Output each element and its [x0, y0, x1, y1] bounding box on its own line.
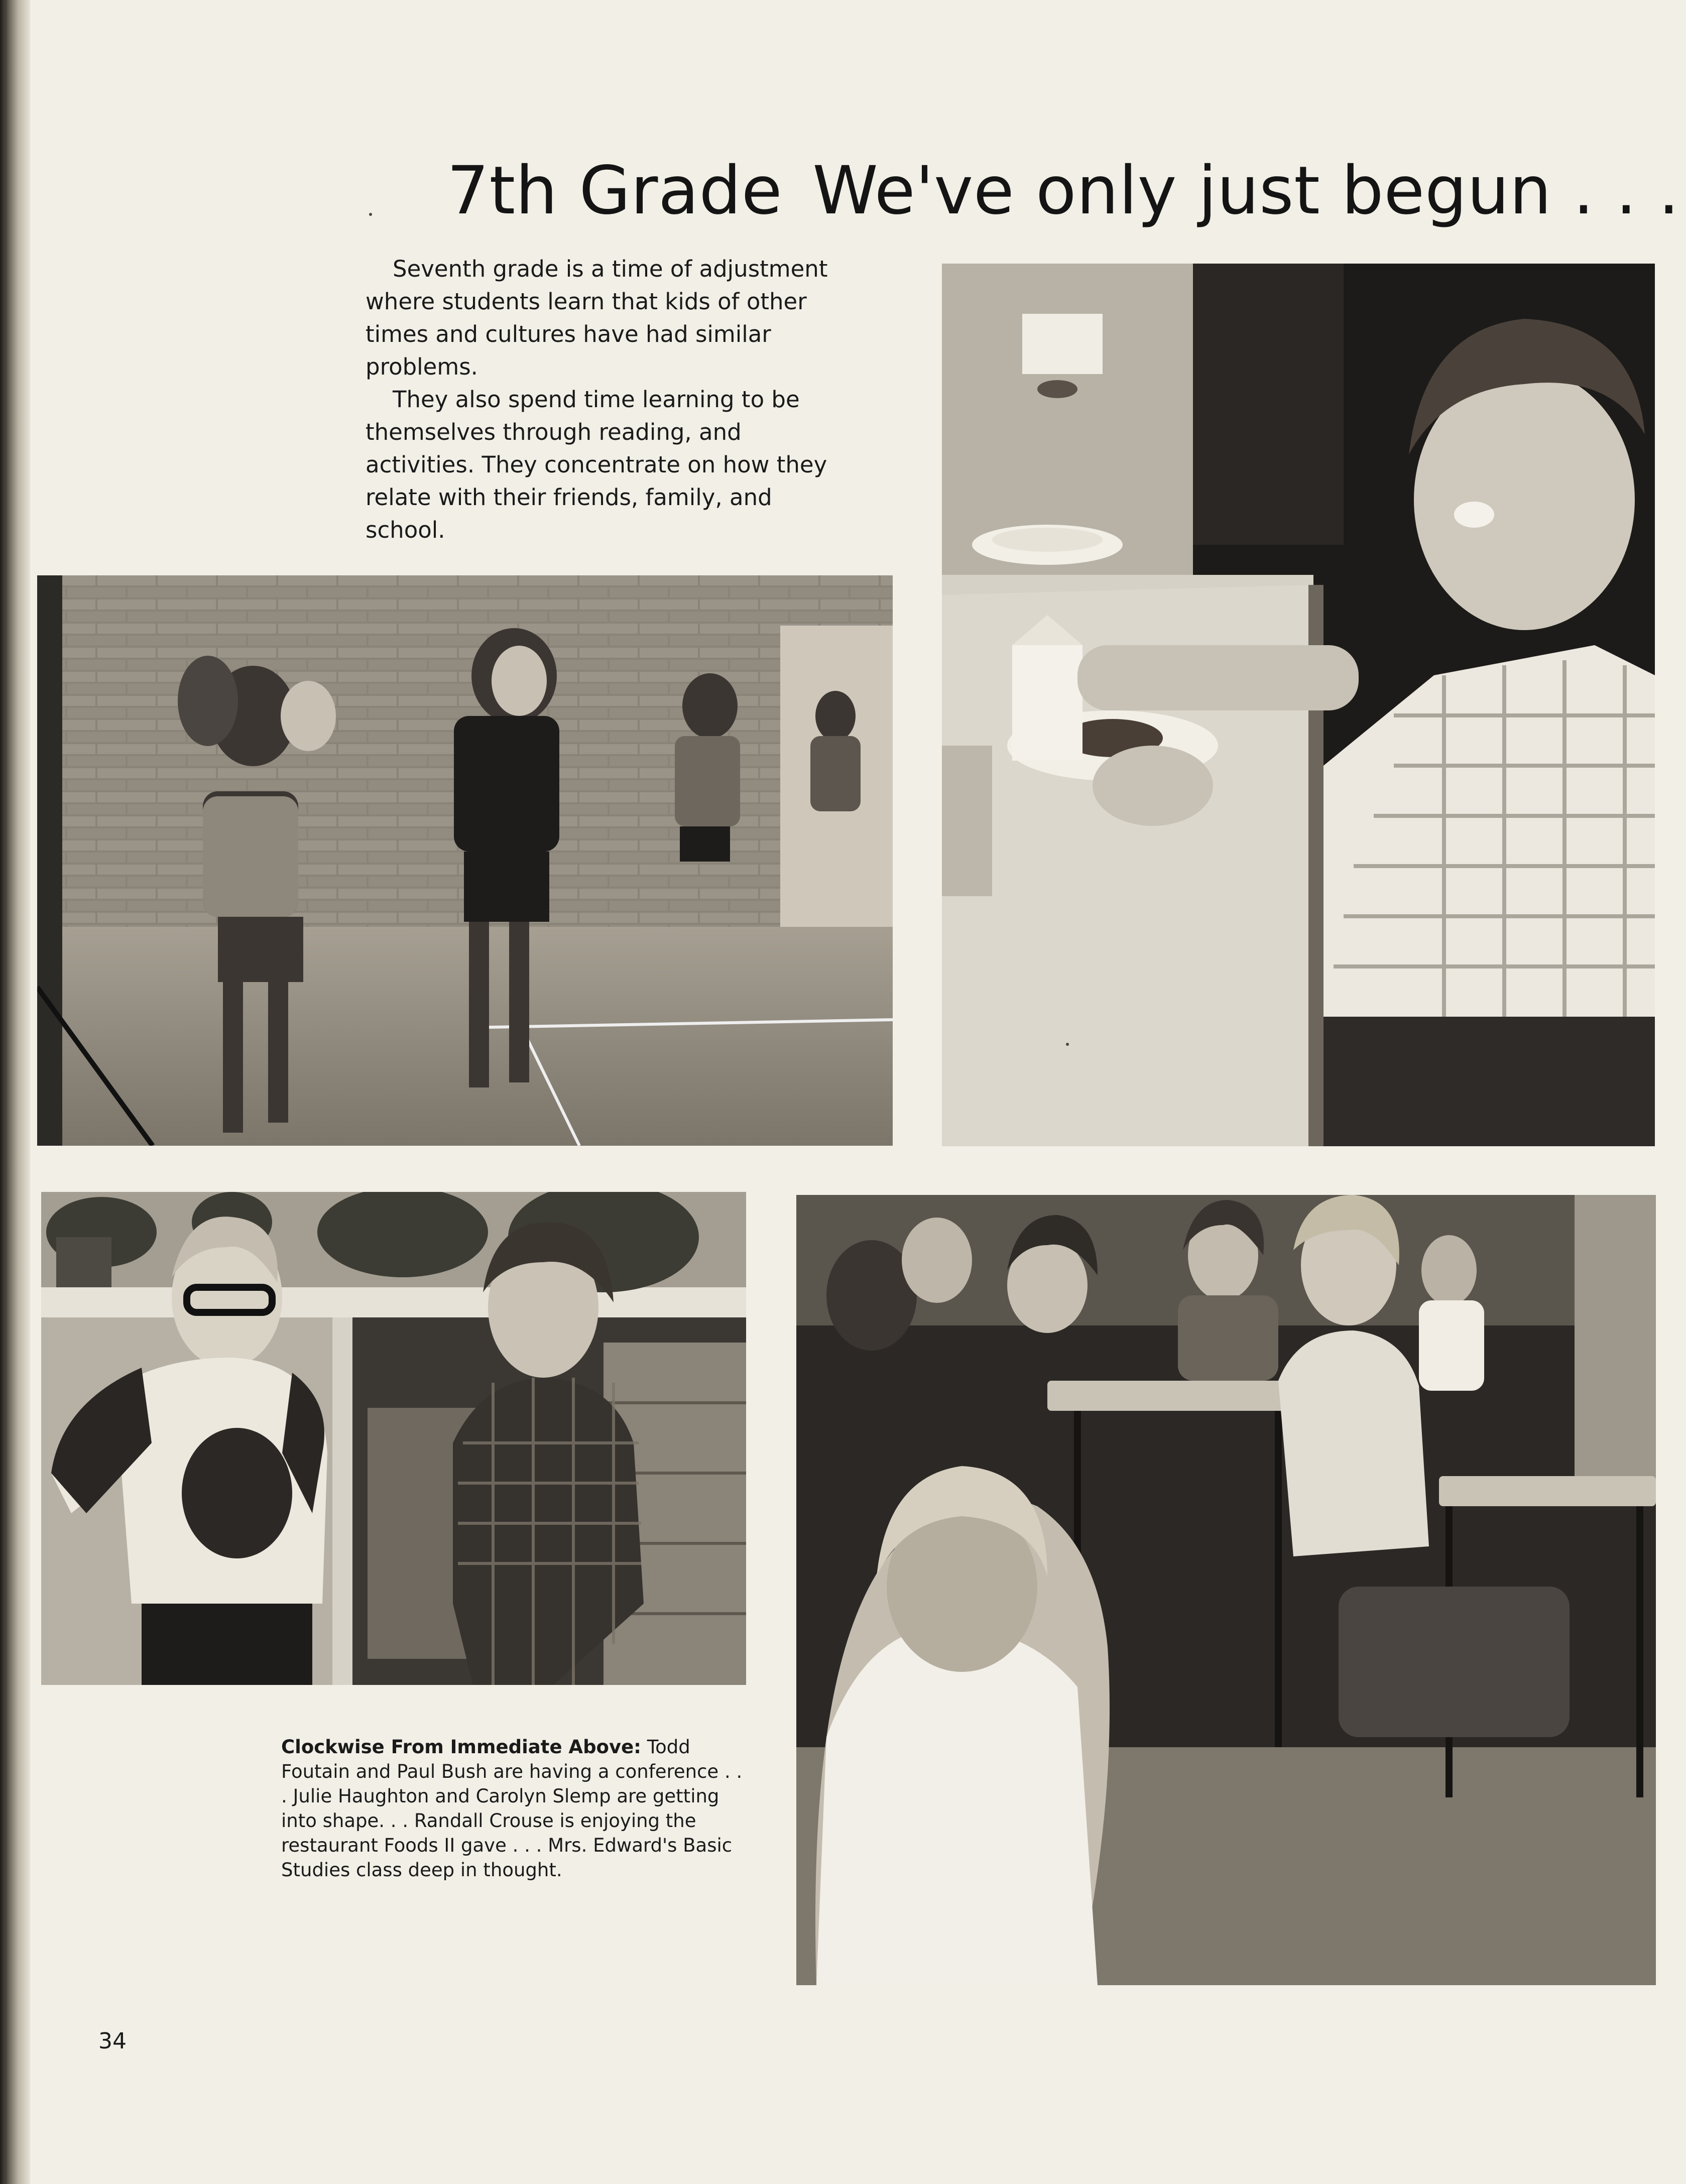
print-speck	[1066, 1043, 1069, 1046]
classroom-photo	[796, 1195, 1656, 1985]
page-title	[447, 151, 1680, 231]
page-number: 34	[98, 2028, 127, 2054]
cafeteria-boy-photo	[942, 264, 1655, 1146]
caption-text: Todd Foutain and Paul Bush are having a conference . . . Julie Haughton and Carolyn Slemp are getting into shape. . . Randall Crouse is enjoying the restaurant Foods II gave . . . Mrs. Edward's Basic Studies class deep in thought.	[281, 1736, 743, 1881]
gym-running-photo	[37, 575, 893, 1146]
title-grade: 7th Grade	[447, 152, 783, 229]
page-binding-edge	[0, 0, 30, 2184]
title-tagline: We've only just begun . . .	[812, 152, 1680, 229]
intro-text	[366, 253, 848, 546]
caption-lead: Clockwise From Immediate Above:	[281, 1736, 641, 1758]
intro-paragraph-2: They also spend time learning to be themselves through reading, and activities. They concentrate on how they relate with their friends, family, and school.	[366, 386, 827, 543]
hallway-boys-photo	[41, 1192, 746, 1685]
print-speck	[369, 213, 372, 216]
photo-caption	[281, 1735, 748, 1882]
intro-paragraph-1: Seventh grade is a time of adjustment where students learn that kids of other times and cultures have had similar problems.	[366, 256, 828, 380]
